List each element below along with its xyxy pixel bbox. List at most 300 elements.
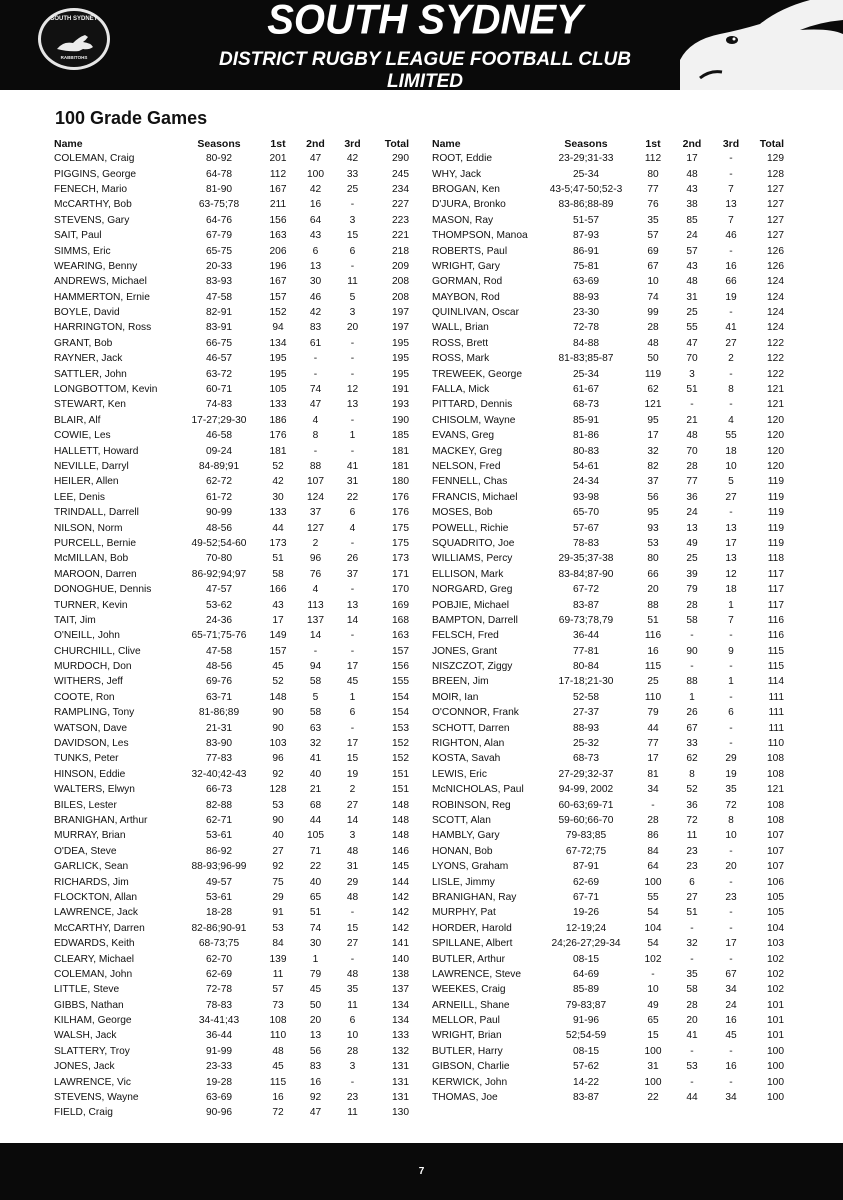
second-grade-cell: 33 — [686, 738, 698, 750]
second-grade-cell: 65 — [309, 891, 322, 903]
player-name-cell: D'JURA, Bronko — [432, 199, 506, 211]
page-header — [0, 0, 843, 90]
total-cell: 197 — [392, 322, 409, 334]
total-cell: 114 — [767, 676, 784, 688]
table-row — [432, 1090, 786, 1105]
third-grade-cell: 6 — [349, 245, 356, 257]
player-name-cell: ROSS, Mark — [432, 353, 490, 365]
total-cell: 102 — [767, 953, 784, 965]
first-grade-cell: 102 — [644, 953, 662, 965]
first-grade-cell: 53 — [647, 537, 659, 549]
club-logo — [38, 8, 110, 70]
first-grade-cell: 72 — [272, 1107, 284, 1119]
first-grade-cell: 152 — [269, 307, 287, 319]
table-row — [432, 967, 786, 982]
table-row — [432, 890, 786, 905]
player-name-cell: LEE, Denis — [54, 491, 105, 503]
total-cell: 154 — [392, 691, 409, 703]
total-cell: 108 — [767, 814, 784, 826]
total-cell: 142 — [392, 907, 409, 919]
first-grade-cell: 134 — [269, 337, 287, 349]
first-grade-cell: 100 — [644, 876, 662, 888]
seasons-cell: 63-69 — [205, 1092, 233, 1104]
total-cell: 151 — [392, 784, 409, 796]
second-grade-cell: 47 — [686, 337, 698, 349]
third-grade-cell: - — [729, 845, 733, 857]
second-grade-cell: 31 — [686, 291, 698, 303]
seasons-cell: 83-87 — [572, 1092, 600, 1104]
total-cell: 151 — [392, 768, 409, 780]
third-grade-cell: 48 — [346, 845, 359, 857]
second-grade-cell: 47 — [309, 399, 322, 411]
seasons-cell: 68-73;75 — [198, 938, 240, 950]
player-name-cell: BROGAN, Ken — [432, 183, 500, 195]
total-cell: 234 — [392, 183, 409, 195]
player-name-cell: COLEMAN, Craig — [54, 153, 135, 165]
first-grade-cell: 56 — [647, 491, 659, 503]
first-grade-cell: 115 — [644, 661, 662, 673]
first-grade-cell: 32 — [647, 445, 659, 457]
third-grade-cell: 14 — [346, 614, 359, 626]
second-grade-cell: 6 — [689, 876, 695, 888]
table-row — [54, 151, 411, 166]
second-grade-cell: 74 — [309, 384, 322, 396]
total-cell: 129 — [767, 153, 784, 165]
second-grade-cell: 51 — [686, 907, 698, 919]
player-name-cell: ROBERTS, Paul — [432, 245, 508, 257]
table-row — [54, 767, 411, 782]
player-name-cell: BUTLER, Harry — [432, 1045, 503, 1057]
third-grade-cell: 35 — [725, 784, 737, 796]
player-name-cell: TUNKS, Peter — [54, 753, 119, 765]
table-row — [54, 828, 411, 843]
seasons-cell: 34-41;43 — [198, 1015, 240, 1027]
second-grade-cell: 42 — [309, 183, 322, 195]
seasons-cell: 27-29;32-37 — [558, 768, 614, 780]
table-row — [432, 674, 786, 689]
total-cell: 104 — [767, 922, 784, 934]
total-cell: 197 — [392, 307, 409, 319]
player-name-cell: SPILLANE, Albert — [432, 938, 513, 950]
first-grade-cell: 99 — [647, 307, 659, 319]
total-cell: 120 — [767, 461, 784, 472]
table-row — [54, 474, 411, 489]
seasons-cell: 25-34 — [572, 368, 600, 380]
table-row — [54, 720, 411, 735]
total-cell: 100 — [767, 1045, 784, 1057]
first-grade-cell: 163 — [269, 230, 287, 242]
total-cell: 140 — [392, 953, 409, 965]
table-row — [432, 797, 786, 812]
table-row — [54, 782, 411, 797]
third-grade-cell: 13 — [725, 522, 737, 534]
third-grade-cell: 13 — [346, 599, 359, 611]
player-name-cell: NORGARD, Greg — [432, 584, 513, 596]
third-grade-cell: 11 — [347, 276, 358, 288]
section-title: 100 Grade Games — [55, 108, 208, 128]
third-grade-cell: - — [350, 722, 355, 734]
first-grade-cell: 94 — [272, 322, 284, 334]
total-cell: 137 — [392, 984, 409, 996]
player-name-cell: WRIGHT, Brian — [432, 1030, 502, 1042]
third-grade-cell: 46 — [725, 230, 737, 242]
seasons-cell: 72-78 — [572, 322, 600, 334]
second-grade-cell: 92 — [309, 1092, 322, 1104]
total-cell: 190 — [392, 414, 409, 426]
player-name-cell: SIMMS, Eric — [54, 245, 111, 257]
column-header-3rd: 3rd — [722, 137, 740, 150]
first-grade-cell: 105 — [269, 384, 287, 396]
total-cell: 175 — [392, 522, 409, 534]
total-cell: 156 — [392, 661, 409, 673]
player-name-cell: POBJIE, Michael — [432, 599, 509, 611]
total-cell: 118 — [767, 553, 784, 565]
second-grade-cell: 16 — [309, 1076, 322, 1088]
total-cell: 131 — [392, 1092, 409, 1104]
second-grade-cell: 17 — [686, 153, 698, 165]
player-name-cell: NILSON, Norm — [54, 522, 123, 534]
seasons-cell: 67-72 — [572, 584, 600, 596]
seasons-cell: 80-83 — [572, 445, 600, 457]
total-cell: 144 — [392, 876, 409, 888]
first-grade-cell: 66 — [647, 568, 659, 580]
player-name-cell: McCARTHY, Bob — [54, 199, 132, 211]
total-cell: 208 — [392, 291, 409, 303]
first-grade-cell: 84 — [272, 938, 284, 950]
total-cell: 128 — [767, 168, 784, 180]
table-row — [432, 720, 786, 735]
table-row — [432, 1013, 786, 1028]
second-grade-cell: 124 — [307, 491, 324, 503]
total-cell: 134 — [392, 1015, 409, 1027]
third-grade-cell: - — [350, 907, 355, 919]
second-grade-cell: 83 — [309, 1061, 322, 1073]
table-row — [432, 166, 786, 181]
table-row — [54, 182, 411, 197]
player-name-cell: WHY, Jack — [432, 168, 482, 180]
player-name-cell: RIGHTON, Alan — [432, 738, 505, 750]
seasons-cell: 53-61 — [205, 830, 233, 842]
first-grade-cell: 91 — [272, 907, 284, 919]
total-cell: 101 — [767, 999, 784, 1011]
total-cell: 120 — [767, 445, 784, 457]
second-grade-cell: 32 — [309, 738, 322, 750]
player-name-cell: CLEARY, Michael — [54, 953, 135, 965]
column-header-1st: 1st — [645, 137, 661, 150]
third-grade-cell: 17 — [346, 661, 359, 673]
second-grade-cell: - — [313, 368, 318, 380]
player-name-cell: CHURCHILL, Clive — [54, 645, 141, 657]
total-cell: 148 — [392, 814, 409, 826]
third-grade-cell: 12 — [346, 384, 359, 396]
third-grade-cell: 13 — [346, 399, 359, 411]
third-grade-cell: - — [350, 630, 355, 642]
second-grade-cell: 1 — [312, 953, 319, 965]
table-row — [54, 243, 411, 258]
player-name-cell: QUINLIVAN, Oscar — [432, 307, 519, 319]
total-cell: 121 — [767, 399, 784, 411]
total-cell: 108 — [767, 799, 784, 811]
second-grade-cell: 6 — [312, 245, 319, 257]
second-grade-cell: 36 — [686, 799, 698, 811]
total-cell: 146 — [392, 845, 409, 857]
third-grade-cell: - — [350, 953, 355, 965]
third-grade-cell: 3 — [349, 1061, 356, 1073]
first-grade-cell: 25 — [647, 676, 659, 688]
third-grade-cell: - — [729, 661, 733, 673]
player-name-cell: LEWIS, Eric — [432, 768, 487, 780]
first-grade-cell: 45 — [272, 661, 284, 673]
third-grade-cell: 5 — [349, 291, 356, 303]
total-cell: 126 — [767, 245, 784, 257]
third-grade-cell: 1 — [728, 599, 734, 611]
second-grade-cell: 47 — [309, 153, 322, 165]
player-name-cell: ARNEILL, Shane — [432, 999, 510, 1011]
player-name-cell: RAMPLING, Tony — [54, 707, 135, 719]
total-cell: 120 — [767, 414, 784, 426]
third-grade-cell: - — [729, 953, 733, 965]
first-grade-cell: 176 — [269, 430, 287, 442]
seasons-cell: 88-93 — [572, 291, 600, 303]
player-name-cell: WEARING, Benny — [54, 260, 138, 272]
column-header-1st: 1st — [270, 137, 286, 150]
table-row — [432, 905, 786, 920]
rabbit-logo-icon — [55, 33, 95, 53]
table-row — [54, 490, 411, 505]
seasons-cell: 36-44 — [205, 1030, 233, 1042]
total-cell: 100 — [767, 1076, 784, 1088]
table-row — [54, 705, 411, 720]
table-row — [432, 443, 786, 458]
total-cell: 124 — [767, 276, 784, 288]
third-grade-cell: - — [729, 368, 733, 380]
table-row — [54, 505, 411, 520]
table-row — [54, 1059, 411, 1074]
second-grade-cell: 4 — [312, 584, 319, 596]
table-row — [54, 736, 411, 751]
table-row — [54, 428, 411, 443]
first-grade-cell: 55 — [647, 891, 659, 903]
seasons-cell: 87-91 — [572, 861, 600, 873]
player-name-cell: GARLICK, Sean — [54, 861, 129, 873]
seasons-cell: 74-83 — [205, 399, 233, 411]
total-cell: 122 — [767, 368, 784, 380]
second-grade-cell: 58 — [309, 707, 322, 719]
total-cell: 119 — [767, 491, 784, 503]
first-grade-cell: 195 — [269, 368, 287, 380]
table-row — [432, 182, 786, 197]
seasons-cell: 67-71 — [572, 891, 600, 903]
third-grade-cell: 28 — [346, 1045, 359, 1057]
first-grade-cell: 92 — [272, 768, 284, 780]
third-grade-cell: - — [350, 337, 355, 349]
seasons-cell: 83-84;87-90 — [558, 568, 614, 580]
first-grade-cell: 20 — [647, 584, 659, 596]
second-grade-cell: 71 — [309, 845, 322, 857]
first-grade-cell: 76 — [647, 199, 659, 211]
seasons-cell: 86-91 — [572, 245, 600, 257]
seasons-cell: 67-72;75 — [565, 845, 607, 857]
first-grade-cell: 133 — [269, 399, 287, 411]
total-cell: 168 — [392, 614, 409, 626]
seasons-cell: 72-78 — [205, 984, 233, 996]
second-grade-cell: 40 — [309, 876, 322, 888]
first-grade-cell: 79 — [647, 707, 659, 719]
third-grade-cell: 14 — [346, 814, 359, 826]
seasons-cell: 52;54-59 — [565, 1030, 607, 1042]
first-grade-cell: 211 — [269, 199, 287, 211]
player-name-cell: TAIT, Jim — [54, 614, 96, 626]
seasons-cell: 54-61 — [572, 461, 600, 472]
seasons-cell: 65-71;75-76 — [191, 630, 247, 642]
total-cell: 181 — [392, 445, 409, 457]
seasons-cell: 90-96 — [205, 1107, 233, 1119]
table-row — [54, 290, 411, 305]
player-name-cell: TRINDALL, Darrell — [54, 507, 139, 519]
third-grade-cell: 17 — [725, 537, 737, 549]
seasons-cell: 61-67 — [572, 384, 600, 396]
third-grade-cell: 27 — [725, 491, 737, 503]
first-grade-cell: 139 — [269, 953, 287, 965]
table-row — [54, 1105, 411, 1120]
page-number: 7 — [418, 1166, 425, 1177]
table-row — [432, 997, 786, 1012]
total-cell: 195 — [392, 337, 409, 349]
table-row — [54, 520, 411, 535]
total-cell: 120 — [767, 430, 784, 442]
player-name-cell: McNICHOLAS, Paul — [432, 784, 524, 796]
first-grade-cell: 110 — [269, 1030, 287, 1042]
third-grade-cell: 7 — [728, 214, 734, 226]
player-name-cell: ANDREWS, Michael — [54, 276, 147, 288]
player-name-cell: BREEN, Jim — [432, 676, 489, 688]
first-grade-cell: 103 — [269, 738, 287, 750]
column-header-seasons: Seasons — [197, 137, 241, 150]
first-grade-cell: 48 — [272, 1045, 284, 1057]
second-grade-cell: 43 — [686, 260, 698, 272]
player-name-cell: COWIE, Les — [54, 430, 111, 442]
player-name-cell: MURDOCH, Don — [54, 661, 132, 673]
player-name-cell: MURRAY, Brian — [54, 830, 126, 842]
table-row — [54, 659, 411, 674]
third-grade-cell: 10 — [346, 1030, 359, 1042]
player-name-cell: HAMBLY, Gary — [432, 830, 500, 842]
third-grade-cell: 7 — [728, 614, 734, 626]
total-cell: 154 — [392, 707, 409, 719]
first-grade-cell: 186 — [269, 414, 287, 426]
second-grade-cell: 30 — [309, 276, 322, 288]
second-grade-cell: 51 — [686, 384, 698, 396]
player-name-cell: THOMAS, Joe — [432, 1092, 498, 1104]
player-name-cell: ROBINSON, Reg — [432, 799, 511, 811]
total-cell: 111 — [768, 722, 784, 734]
third-grade-cell: - — [350, 537, 355, 549]
total-cell: 100 — [767, 1092, 784, 1104]
first-grade-cell: 112 — [644, 153, 662, 165]
table-row — [54, 397, 411, 412]
seasons-cell: 64-78 — [205, 168, 233, 180]
table-row — [432, 213, 786, 228]
second-grade-cell: 21 — [309, 784, 322, 796]
first-grade-cell: 108 — [269, 1015, 287, 1027]
third-grade-cell: 23 — [725, 891, 737, 903]
seasons-cell: 59-60;66-70 — [558, 814, 614, 826]
third-grade-cell: 19 — [725, 291, 737, 303]
player-name-cell: COOTE, Ron — [54, 691, 115, 703]
first-grade-cell: 10 — [647, 276, 659, 288]
seasons-cell: 63-75;78 — [198, 199, 240, 211]
first-grade-cell: 100 — [644, 1045, 662, 1057]
second-grade-cell: 90 — [686, 645, 698, 657]
total-cell: 223 — [392, 214, 409, 226]
total-cell: 111 — [768, 707, 784, 719]
seasons-cell: 17-27;29-30 — [191, 414, 247, 426]
third-grade-cell: 48 — [346, 968, 359, 980]
table-row — [432, 520, 786, 535]
total-cell: 108 — [767, 768, 784, 780]
second-grade-cell: 8 — [689, 768, 695, 780]
third-grade-cell: - — [729, 691, 733, 703]
first-grade-cell: 10 — [647, 984, 659, 996]
third-grade-cell: - — [729, 722, 733, 734]
first-grade-cell: 195 — [269, 353, 287, 365]
total-cell: 195 — [392, 353, 409, 365]
second-grade-cell: - — [313, 645, 318, 657]
player-name-cell: SLATTERY, Troy — [54, 1045, 130, 1057]
third-grade-cell: 13 — [725, 553, 737, 565]
third-grade-cell: 34 — [725, 1092, 737, 1104]
column-header-seasons: Seasons — [564, 137, 608, 150]
second-grade-cell: 36 — [686, 491, 698, 503]
third-grade-cell: 16 — [725, 1015, 737, 1027]
player-name-cell: DAVIDSON, Les — [54, 738, 129, 750]
player-name-cell: McMILLAN, Bob — [54, 553, 129, 565]
second-grade-cell: 13 — [309, 260, 322, 272]
player-name-cell: LONGBOTTOM, Kevin — [54, 384, 158, 396]
third-grade-cell: - — [729, 307, 733, 319]
player-name-cell: WALL, Brian — [432, 322, 489, 334]
table-row — [432, 828, 786, 843]
total-cell: 124 — [767, 322, 784, 334]
third-grade-cell: 22 — [346, 491, 359, 503]
seasons-cell: 63-69 — [572, 276, 600, 288]
player-name-cell: TREWEEK, George — [432, 368, 523, 380]
player-name-cell: RICHARDS, Jim — [54, 876, 129, 888]
seasons-cell: 48-56 — [205, 522, 233, 534]
table-row — [432, 428, 786, 443]
player-name-cell: BRANIGHAN, Ray — [432, 891, 517, 903]
first-grade-cell: 52 — [272, 461, 284, 472]
player-name-cell: COLEMAN, John — [54, 968, 133, 980]
total-cell: 138 — [392, 968, 409, 980]
first-grade-cell: 17 — [647, 430, 659, 442]
total-cell: 124 — [767, 291, 784, 303]
table-row — [54, 967, 411, 982]
third-grade-cell: 8 — [728, 814, 734, 826]
first-grade-cell: 51 — [647, 614, 659, 626]
table-row — [54, 905, 411, 920]
second-grade-cell: 39 — [686, 568, 698, 580]
player-name-cell: NELSON, Fred — [432, 461, 501, 472]
player-name-cell: CHISOLM, Wayne — [432, 414, 516, 426]
player-name-cell: MASON, Ray — [432, 214, 494, 226]
third-grade-cell: 23 — [346, 1092, 359, 1104]
third-grade-cell: 2 — [349, 784, 356, 796]
seasons-cell: 85-89 — [572, 984, 600, 996]
player-name-cell: MOSES, Bob — [432, 507, 493, 519]
second-grade-cell: 72 — [686, 814, 698, 826]
second-grade-cell: 24 — [686, 507, 698, 519]
